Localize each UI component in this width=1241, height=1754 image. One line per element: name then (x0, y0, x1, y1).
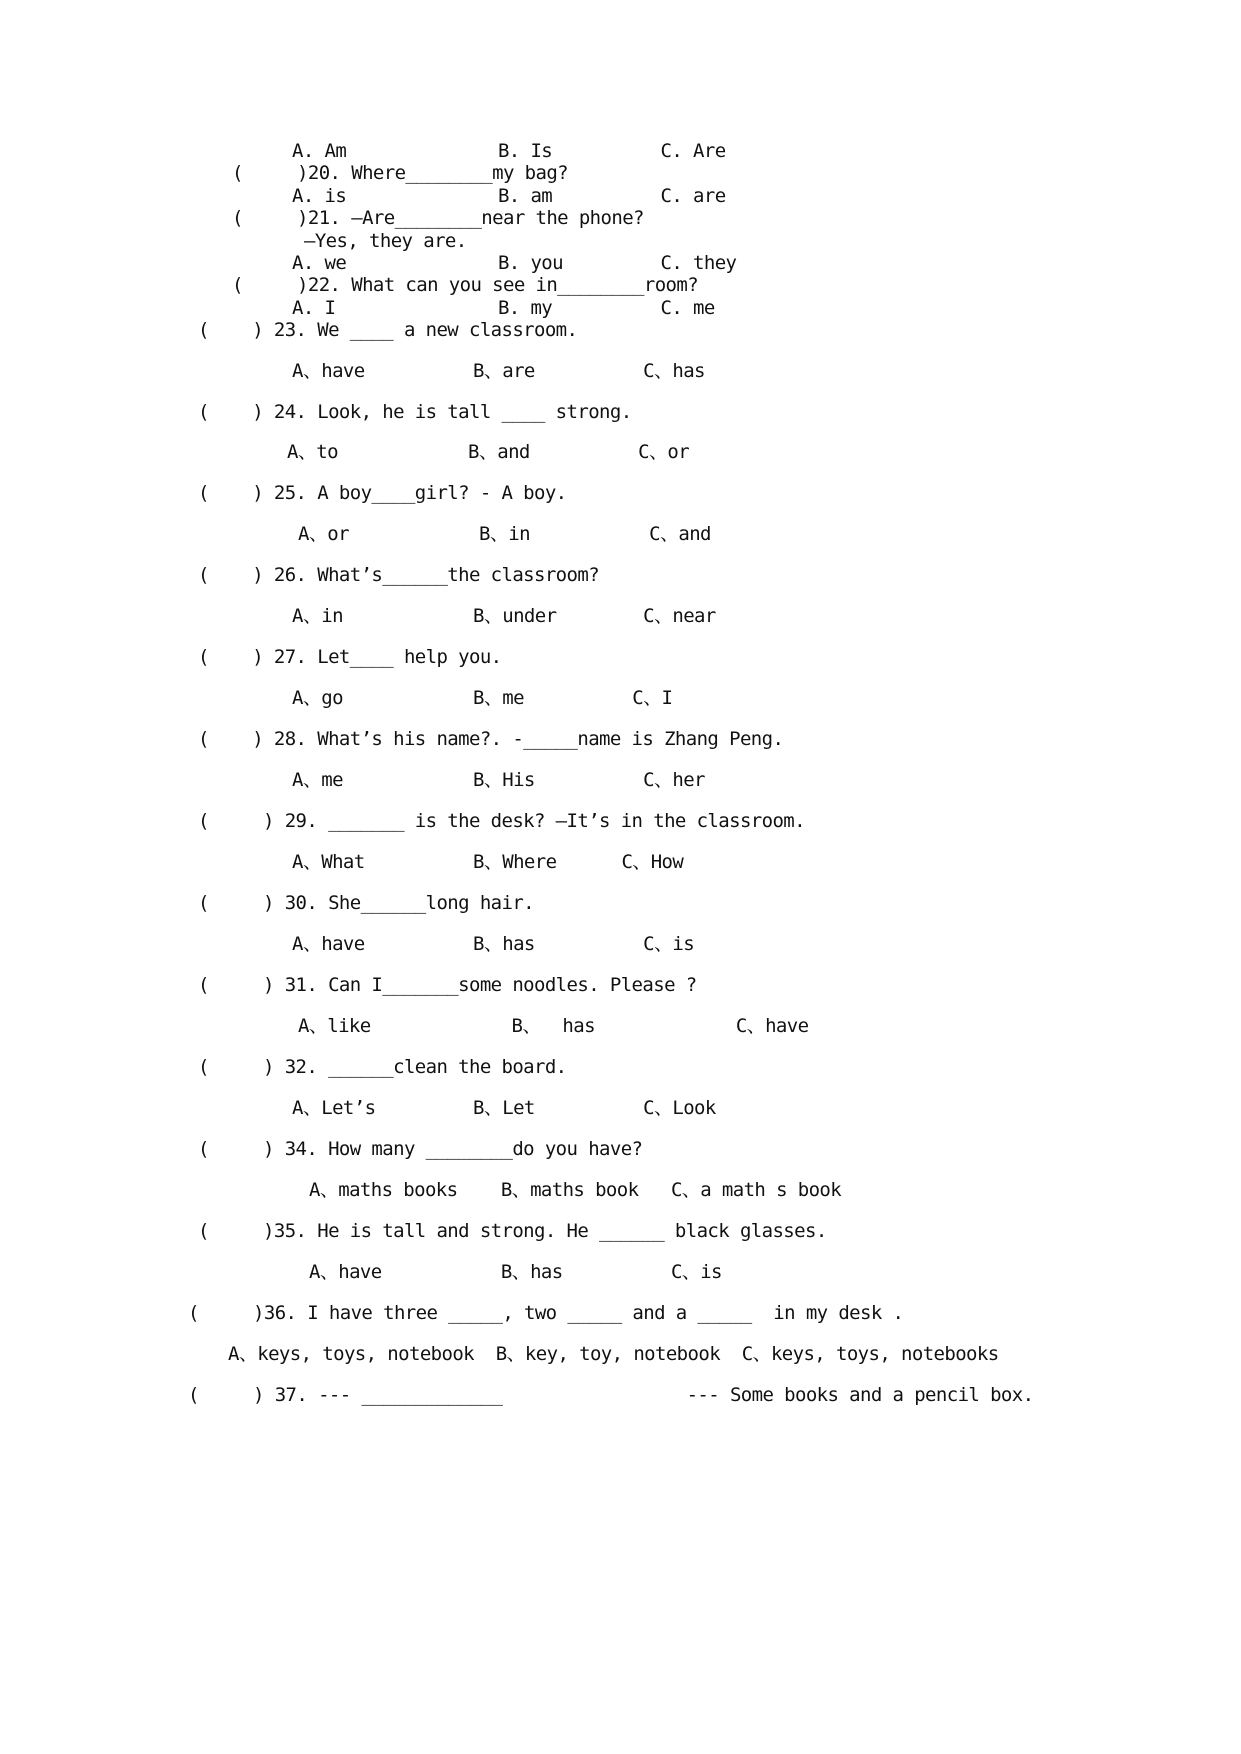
options-32: A、Let’s B、Let C、Look (292, 1097, 716, 1119)
options-19: A. Am B. Is C. Are (292, 140, 726, 162)
question-27: ( ) 27. Let____ help you. (198, 646, 502, 668)
options-35: A、have B、has C、is (309, 1261, 722, 1283)
options-25: A、or B、in C、and (298, 523, 711, 545)
options-27: A、go B、me C、I (292, 687, 673, 709)
options-24: A、to B、and C、or (287, 441, 690, 463)
options-29: A、What B、Where C、How (292, 851, 684, 873)
options-26: A、in B、under C、near (292, 605, 716, 627)
options-28: A、me B、His C、her (292, 769, 705, 791)
question-32: ( ) 32. ______clean the board. (198, 1056, 567, 1078)
question-29: ( ) 29. _______ is the desk? —It’s in the classroom. (198, 810, 805, 832)
question-21: ( )21. —Are________near the phone? (232, 207, 644, 229)
options-21: A. we B. you C. they (292, 252, 737, 274)
options-20: A. is B. am C. are (292, 185, 726, 207)
question-24: ( ) 24. Look, he is tall ____ strong. (198, 401, 632, 423)
question-37: ( ) 37. --- _____________ --- Some books and a pencil box. (188, 1384, 1034, 1406)
question-34: ( ) 34. How many ________do you have? (198, 1138, 643, 1160)
question-30: ( ) 30. She______long hair. (198, 892, 535, 914)
question-31: ( ) 31. Can I_______some noodles. Please ? (198, 974, 697, 996)
question-36: ( )36. I have three _____, two _____ and a _____ in my desk . (188, 1302, 904, 1324)
options-36: A、keys, toys, notebook B、key, toy, notebook C、keys, toys, notebooks (228, 1343, 999, 1365)
question-23: ( ) 23. We ____ a new classroom. (198, 319, 578, 341)
options-22: A. I B. my C. me (292, 297, 715, 319)
options-23: A、have B、are C、has (292, 360, 705, 382)
question-22: ( )22. What can you see in________room? (232, 274, 699, 296)
question-20: ( )20. Where________my bag? (232, 162, 569, 184)
question-26: ( ) 26. What’s______the classroom? (198, 564, 600, 586)
question-25: ( ) 25. A boy____girl? - A boy. (198, 482, 567, 504)
options-31: A、like B、 has C、have (298, 1015, 809, 1037)
question-21-answer-line: —Yes, they are. (304, 230, 467, 252)
options-34: A、maths books B、maths book C、a math s book (309, 1179, 842, 1201)
question-28: ( ) 28. What’s his name?. -_____name is Zhang Peng. (198, 728, 784, 750)
options-30: A、have B、has C、is (292, 933, 695, 955)
question-35: ( )35. He is tall and strong. He ______ black glasses. (198, 1220, 827, 1242)
